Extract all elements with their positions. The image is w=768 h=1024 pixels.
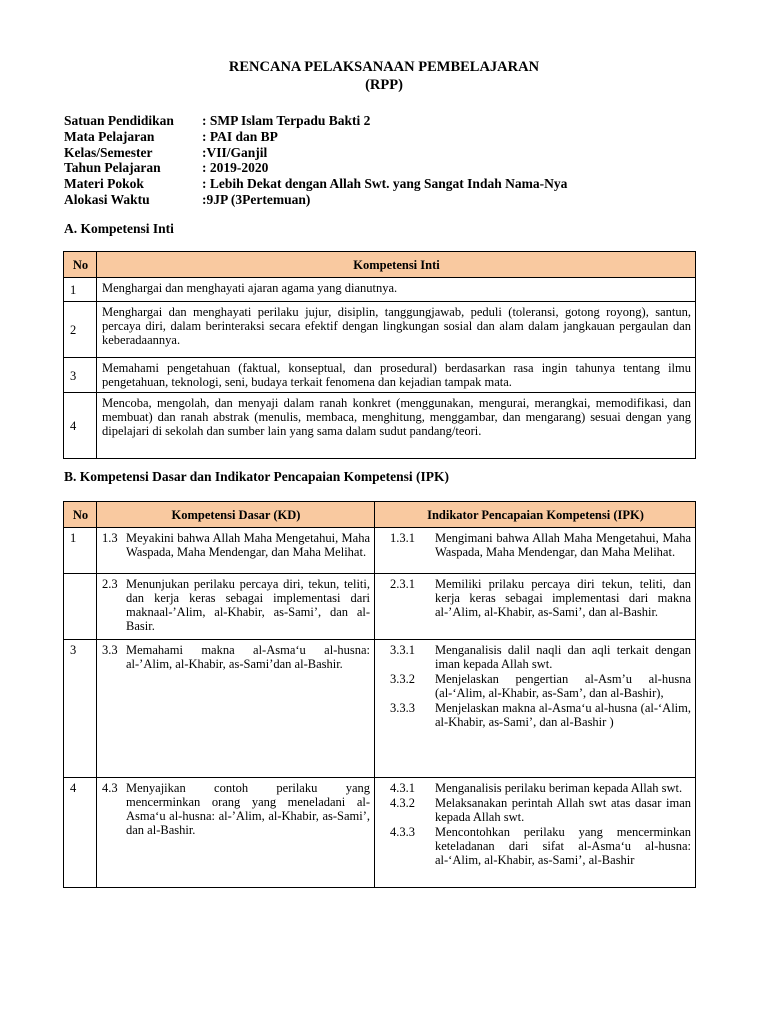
column-header-no: No [64, 502, 97, 528]
kd-code: 3.3 [102, 643, 118, 657]
table-row [64, 358, 696, 393]
ipk-text: Mencontohkan perilaku yang mencerminkan keteladanan dari sifat al-Asma‘u al-husna: al-‘Alim, al-Khabir, as-Sami’, al-Bashir [435, 825, 691, 867]
meta-row [64, 176, 567, 192]
row-text: Mencoba, mengolah, dan menyaji dalam ranah konkret (menggunakan, mengurai, merangkai, memodifikasi, dan membuat) dan ranah abstrak (menulis, membaca, menghitung, menggambar, dan mengarang) sesuai dengan yang dipelajari di sekolah dan sumber lain yang sama dalam sudut pandang/teori. [97, 393, 696, 459]
ipk-cell [375, 574, 696, 640]
row-number: 3 [64, 640, 97, 778]
kd-text: Menyajikan contoh perilaku yang mencerminkan orang yang meneladani al-Asma‘u al-husna: al-’Alim, al-Khabir, as-Sami’, dan al-Bashir. [126, 781, 370, 837]
kd-text: Menunjukan perilaku percaya diri, tekun, teliti, dan kerja keras sebagai implementasi dari maknaal-’Alim, al-Khabir, as-Sami’, dan al-Basir. [126, 577, 370, 633]
kd-text: Memahami makna al-Asma‘u al-husna: al-’Alim, al-Khabir, as-Sami’dan al-Bashir. [126, 643, 370, 671]
ipk-item [380, 643, 691, 671]
table-row [64, 640, 696, 778]
row-number: 4 [64, 778, 97, 888]
table-header-row [64, 502, 696, 528]
ipk-text: Memiliki prilaku percaya diri tekun, teliti, dan kerja keras sebagai implementasi dari makna al-’Alim, al-Khabir, as-Sami’, dan al-Bashir. [435, 577, 691, 619]
row-text: Menghargai dan menghayati ajaran agama yang dianutnya. [97, 278, 696, 302]
ipk-code: 4.3.2 [390, 796, 415, 810]
row-number: 2 [64, 302, 97, 358]
ipk-text: Melaksanakan perintah Allah swt atas dasar iman kepada Allah swt. [435, 796, 691, 824]
meta-value: : Lebih Dekat dengan Allah Swt. yang Sangat Indah Nama-Nya [202, 176, 568, 192]
meta-value: : 2019-2020 [202, 160, 269, 176]
table-row [64, 574, 696, 640]
ipk-cell [375, 640, 696, 778]
metadata-block [64, 113, 567, 208]
meta-label: Materi Pokok [64, 176, 144, 192]
kd-code: 1.3 [102, 531, 118, 545]
meta-row [64, 129, 567, 145]
row-number [64, 574, 97, 640]
row-number: 3 [64, 358, 97, 393]
kd-item [102, 781, 370, 837]
meta-label: Tahun Pelajaran [64, 160, 161, 176]
meta-label: Alokasi Waktu [64, 191, 150, 207]
table-row [64, 302, 696, 358]
section-a-heading: A. Kompetensi Inti [64, 221, 174, 236]
document-subtitle: (RPP) [365, 77, 403, 93]
ipk-code: 1.3.1 [390, 531, 415, 545]
table-row [64, 278, 696, 302]
meta-row [64, 160, 567, 176]
ipk-item [380, 701, 691, 729]
kd-cell [97, 778, 375, 888]
row-text: Memahami pengetahuan (faktual, konseptual, dan prosedural) berdasarkan rasa ingin tahunya tentang ilmu pengetahuan, teknologi, seni, budaya terkait fenomena dan kejadian tampak mata. [97, 358, 696, 393]
ipk-code: 4.3.1 [390, 781, 415, 795]
kd-code: 4.3 [102, 781, 118, 795]
ipk-text: Menganalisis dalil naqli dan aqli terkait dengan iman kepada Allah swt. [435, 643, 691, 671]
ipk-text: Menjelaskan makna al-Asma‘u al-husna (al-‘Alim, al-Khabir, as-Sami’, dan al-Bashir ) [435, 701, 691, 729]
table-row [64, 393, 696, 459]
meta-row [64, 145, 567, 161]
ipk-item [380, 672, 691, 700]
row-number: 1 [64, 528, 97, 574]
ipk-code: 2.3.1 [390, 577, 415, 591]
ipk-item [380, 796, 691, 824]
kd-cell [97, 574, 375, 640]
meta-value: : SMP Islam Terpadu Bakti 2 [202, 113, 371, 128]
ipk-code: 4.3.3 [390, 825, 415, 839]
kd-code: 2.3 [102, 577, 118, 591]
meta-row [64, 113, 567, 129]
ipk-code: 3.3.1 [390, 643, 415, 657]
ipk-text: Mengimani bahwa Allah Maha Mengetahui, Maha Waspada, Maha Mendengar, dan Maha Melihat. [435, 531, 691, 559]
ipk-item [380, 825, 691, 867]
document-title: RENCANA PELAKSANAAN PEMBELAJARAN [228, 59, 540, 75]
meta-value: : PAI dan BP [202, 128, 278, 144]
ipk-text: Menjelaskan pengertian al-Asm’u al-husna (al-‘Alim, al-Khabir, as-Sam’, dan al-Bashir), [435, 672, 691, 700]
ipk-code: 3.3.3 [390, 701, 415, 715]
ipk-cell [375, 778, 696, 888]
kd-item [102, 577, 370, 633]
column-header-ki: Kompetensi Inti [97, 252, 696, 278]
table-row [64, 778, 696, 888]
ipk-item [380, 781, 691, 795]
row-number: 4 [64, 393, 97, 459]
kd-cell [97, 640, 375, 778]
row-number: 1 [64, 278, 97, 302]
kd-item [102, 531, 370, 559]
table-row [64, 528, 696, 574]
kd-item [102, 643, 370, 671]
ipk-code: 3.3.2 [390, 672, 415, 686]
table-header-row [64, 252, 696, 278]
ipk-text: Menganalisis perilaku beriman kepada Allah swt. [435, 781, 683, 795]
meta-label: Mata Pelajaran [64, 128, 155, 144]
meta-value: :VII/Ganjil [202, 144, 268, 160]
column-header-kd: Kompetensi Dasar (KD) [97, 502, 375, 528]
ipk-item [380, 531, 691, 559]
column-header-no: No [64, 252, 97, 278]
kd-text: Meyakini bahwa Allah Maha Mengetahui, Maha Waspada, Maha Mendengar, dan Maha Melihat. [126, 531, 370, 559]
kd-cell [97, 528, 375, 574]
column-header-ipk: Indikator Pencapaian Kompetensi (IPK) [375, 502, 696, 528]
ipk-cell [375, 528, 696, 574]
meta-label: Satuan Pendidikan [64, 113, 174, 128]
kompetensi-inti-table [63, 251, 696, 459]
kd-ipk-table [63, 501, 696, 888]
meta-label: Kelas/Semester [64, 144, 153, 160]
section-b-heading: B. Kompetensi Dasar dan Indikator Pencapaian Kompetensi (IPK) [64, 469, 450, 484]
meta-value: :9JP (3Pertemuan) [202, 191, 311, 207]
row-text: Menghargai dan menghayati perilaku jujur, disiplin, tanggungjawab, peduli (toleransi, gotong royong), santun, percaya diri, dalam berinteraksi secara efektif dengan lingkungan sosial dan alam dalam jangkauan pergaulan dan keberadaannya. [97, 302, 696, 358]
ipk-item [380, 577, 691, 619]
meta-row [64, 192, 567, 208]
